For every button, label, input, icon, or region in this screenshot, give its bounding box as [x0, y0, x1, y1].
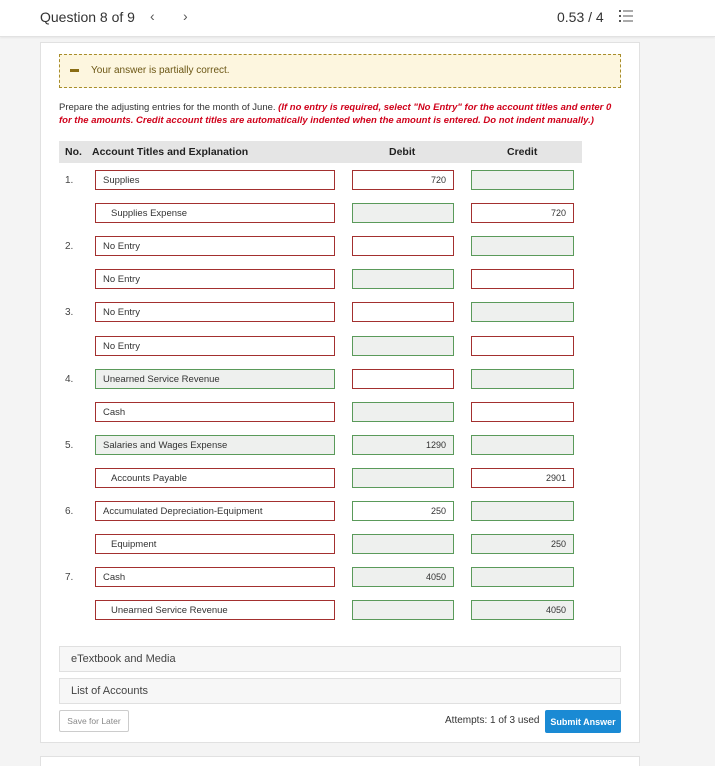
credit-input[interactable]	[471, 567, 574, 587]
credit-input[interactable]	[471, 170, 574, 190]
credit-input[interactable]	[471, 435, 574, 455]
question-label: Question 8 of 9	[40, 9, 135, 25]
credit-input[interactable]	[471, 302, 574, 322]
question-card	[40, 42, 640, 743]
debit-input[interactable]	[352, 402, 454, 422]
account-title-input[interactable]: No Entry	[95, 302, 335, 322]
partial-indicator-icon	[70, 69, 79, 72]
credit-input[interactable]: 2901	[471, 468, 574, 488]
entry-number: 3.	[65, 307, 74, 318]
credit-input[interactable]	[471, 236, 574, 256]
list-of-accounts-panel[interactable]: List of Accounts	[59, 678, 621, 704]
attempts-counter: Attempts: 1 of 3 used	[445, 715, 540, 726]
debit-input[interactable]: 1290	[352, 435, 454, 455]
submit-answer-button[interactable]: Submit Answer	[545, 710, 621, 733]
debit-input[interactable]	[352, 369, 454, 389]
instructions-text: Prepare the adjusting entries for the month of June.	[59, 102, 279, 113]
account-title-input[interactable]: Cash	[95, 402, 335, 422]
etextbook-panel[interactable]: eTextbook and Media	[59, 646, 621, 672]
credit-input[interactable]	[471, 369, 574, 389]
header-debit: Debit	[389, 146, 416, 158]
save-for-later-button[interactable]: Save for Later	[59, 710, 129, 732]
entry-number: 1.	[65, 175, 74, 186]
entry-number: 5.	[65, 440, 74, 451]
entry-number: 4.	[65, 374, 74, 385]
account-title-input[interactable]: Salaries and Wages Expense	[95, 435, 335, 455]
credit-input[interactable]: 250	[471, 534, 574, 554]
entry-number: 6.	[65, 506, 74, 517]
credit-input[interactable]	[471, 336, 574, 356]
debit-input[interactable]	[352, 269, 454, 289]
account-title-input[interactable]: Unearned Service Revenue	[95, 369, 335, 389]
debit-input[interactable]	[352, 600, 454, 620]
account-title-input[interactable]: Unearned Service Revenue	[95, 600, 335, 620]
account-title-input[interactable]: Supplies Expense	[95, 203, 335, 223]
top-bar	[0, 0, 715, 37]
partial-correct-alert	[59, 54, 621, 88]
header-credit: Credit	[507, 146, 538, 158]
instructions	[59, 101, 619, 127]
account-title-input[interactable]: No Entry	[95, 236, 335, 256]
account-title-input[interactable]: No Entry	[95, 336, 335, 356]
credit-input[interactable]	[471, 269, 574, 289]
question-list-icon[interactable]	[619, 9, 633, 23]
debit-input[interactable]	[352, 236, 454, 256]
debit-input[interactable]	[352, 534, 454, 554]
debit-input[interactable]: 250	[352, 501, 454, 521]
debit-input[interactable]	[352, 203, 454, 223]
credit-input[interactable]: 4050	[471, 600, 574, 620]
score-display: 0.53 / 4	[557, 9, 604, 25]
account-title-input[interactable]: Accounts Payable	[95, 468, 335, 488]
next-card	[40, 756, 640, 766]
account-title-input[interactable]: Equipment	[95, 534, 335, 554]
credit-input[interactable]	[471, 402, 574, 422]
previous-question-icon[interactable]: ‹	[150, 8, 155, 24]
credit-input[interactable]: 720	[471, 203, 574, 223]
next-question-icon[interactable]: ›	[183, 8, 188, 24]
debit-input[interactable]: 4050	[352, 567, 454, 587]
entry-number: 2.	[65, 241, 74, 252]
alert-text: Your answer is partially correct.	[91, 65, 230, 76]
debit-input[interactable]: 720	[352, 170, 454, 190]
table-header	[59, 141, 582, 163]
account-title-input[interactable]: Cash	[95, 567, 335, 587]
account-title-input[interactable]: Supplies	[95, 170, 335, 190]
debit-input[interactable]	[352, 336, 454, 356]
header-account: Account Titles and Explanation	[92, 146, 249, 158]
instructions-note: (If no entry is required, select "No Entry" for the account titles and enter 0 for the amounts. Credit account titles are automatically indented when the amount is entered. Do not indent manually.)	[59, 102, 612, 126]
debit-input[interactable]	[352, 468, 454, 488]
account-title-input[interactable]: No Entry	[95, 269, 335, 289]
header-no: No.	[65, 146, 82, 158]
account-title-input[interactable]: Accumulated Depreciation-Equipment	[95, 501, 335, 521]
credit-input[interactable]	[471, 501, 574, 521]
debit-input[interactable]	[352, 302, 454, 322]
entry-number: 7.	[65, 572, 74, 583]
